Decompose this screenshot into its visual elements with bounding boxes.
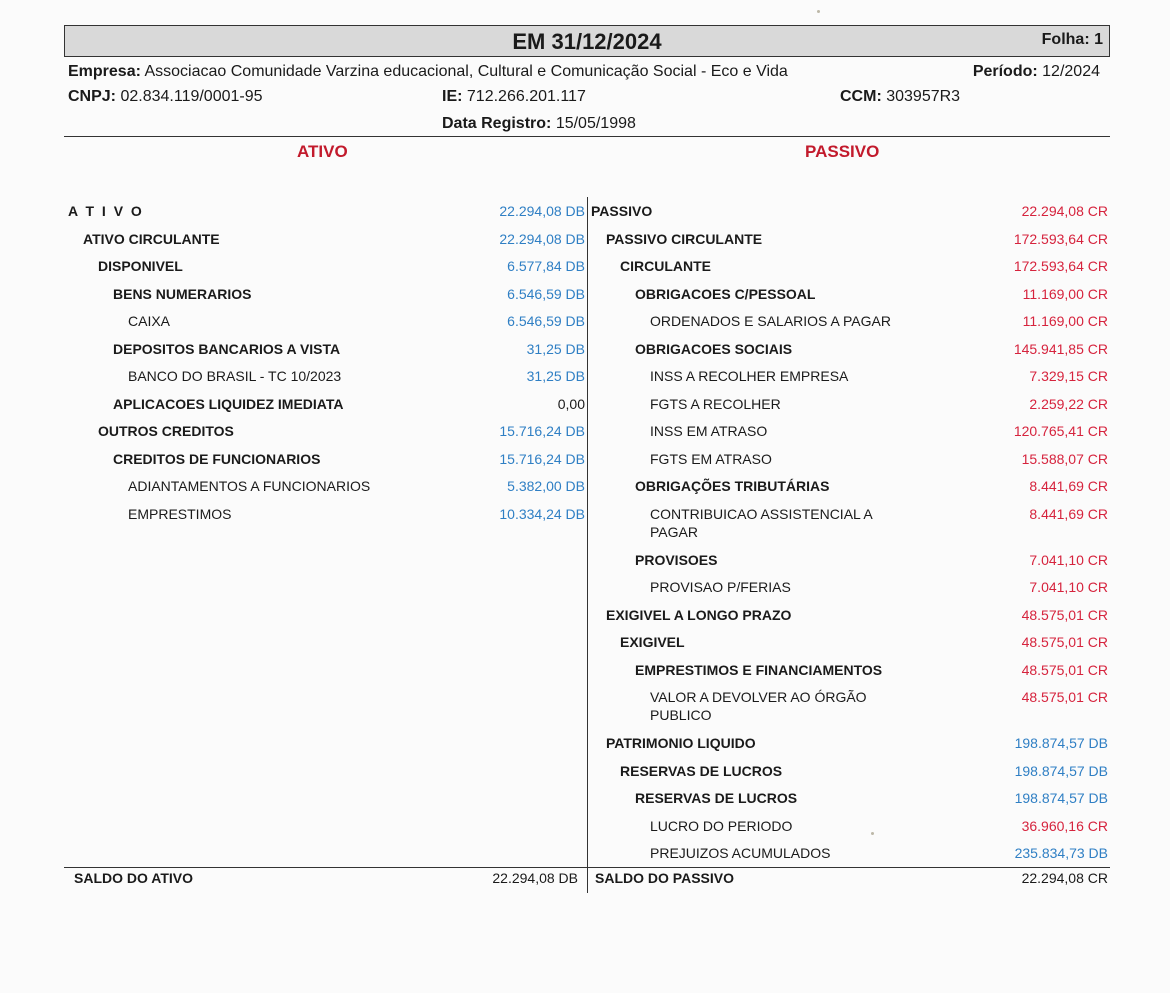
ativo-row-value: 6.546,59 DB bbox=[507, 313, 585, 329]
ativo-row-label: CAIXA bbox=[128, 313, 171, 329]
passivo-row-label: CIRCULANTE bbox=[620, 258, 711, 274]
paper-speck bbox=[817, 10, 820, 13]
ativo-row-label: BANCO DO BRASIL - TC 10/2023 bbox=[128, 368, 342, 384]
ie-value: 712.266.201.117 bbox=[466, 88, 586, 105]
passivo-row-value: 172.593,64 CR bbox=[1013, 258, 1108, 274]
cnpj-label: CNPJ: bbox=[68, 88, 117, 105]
periodo-label: Período: bbox=[972, 63, 1038, 80]
ativo-row-value: 15.716,24 DB bbox=[499, 423, 585, 439]
passivo-row-value: 198.874,57 DB bbox=[1014, 790, 1108, 806]
ativo-row-label: ADIANTAMENTOS A FUNCIONARIOS bbox=[128, 478, 371, 494]
title-bar bbox=[64, 25, 1110, 57]
header-divider bbox=[64, 136, 1110, 137]
passivo-row-value: 48.575,01 CR bbox=[1021, 606, 1108, 623]
passivo-row-label: PASSIVO bbox=[591, 203, 653, 219]
passivo-row-label: RESERVAS DE LUCROS bbox=[620, 762, 783, 779]
passivo-row-value: 172.593,64 CR bbox=[1013, 230, 1108, 247]
passivo-row-label: INSS EM ATRASO bbox=[650, 423, 768, 439]
passivo-row-value: 22.294,08 CR bbox=[1021, 203, 1108, 219]
ativo-row-value: 6.546,59 DB bbox=[507, 285, 585, 302]
ativo-row-label: DISPONIVEL bbox=[98, 258, 183, 274]
ccm-line bbox=[840, 88, 960, 106]
passivo-row-value: 7.041,10 CR bbox=[1029, 579, 1108, 595]
passivo-row-label: INSS A RECOLHER EMPRESA bbox=[650, 368, 849, 384]
passivo-row-label: PATRIMONIO LIQUIDO bbox=[606, 735, 756, 751]
footer-divider bbox=[64, 867, 1110, 868]
cnpj-line bbox=[68, 88, 263, 106]
ie-line bbox=[442, 88, 586, 106]
passivo-row-label: RESERVAS DE LUCROS bbox=[635, 790, 798, 806]
ativo-row-label: OUTROS CREDITOS bbox=[98, 423, 234, 439]
passivo-row-value: 2.259,22 CR bbox=[1029, 395, 1108, 412]
column-divider bbox=[587, 197, 588, 893]
passivo-row-value: 120.765,41 CR bbox=[1013, 423, 1108, 439]
passivo-row-label: VALOR A DEVOLVER AO ÓRGÃO PUBLICO bbox=[650, 689, 867, 723]
ie-label: IE: bbox=[442, 88, 463, 105]
ativo-row-value: 10.334,24 DB bbox=[499, 505, 585, 522]
passivo-row-value: 198.874,57 DB bbox=[1014, 735, 1108, 751]
ativo-section-title: ATIVO bbox=[297, 142, 348, 161]
passivo-row-label: OBRIGAÇÕES TRIBUTÁRIAS bbox=[635, 478, 830, 494]
empresa-label: Empresa: bbox=[68, 63, 141, 80]
passivo-row-label: EMPRESTIMOS E FINANCIAMENTOS bbox=[635, 661, 883, 678]
periodo-value: 12/2024 bbox=[1042, 63, 1100, 80]
saldo-passivo-label: SALDO DO PASSIVO bbox=[595, 870, 734, 886]
ativo-row-label: CREDITOS DE FUNCIONARIOS bbox=[113, 450, 321, 467]
ativo-row-value: 15.716,24 DB bbox=[499, 450, 585, 467]
passivo-row-value: 7.329,15 CR bbox=[1029, 368, 1108, 384]
passivo-section-title: PASSIVO bbox=[805, 142, 880, 161]
passivo-row-value: 15.588,07 CR bbox=[1021, 450, 1108, 467]
passivo-row-label: EXIGIVEL A LONGO PRAZO bbox=[606, 606, 792, 623]
passivo-row-value: 8.441,69 CR bbox=[1029, 505, 1108, 522]
ativo-row-value: 31,25 DB bbox=[526, 368, 585, 384]
ativo-row-value: 0,00 bbox=[557, 395, 585, 412]
passivo-row-label: OBRIGACOES C/PESSOAL bbox=[635, 285, 816, 302]
empresa-value: Associacao Comunidade Varzina educacional, Cultural e Comunicação Social - Eco e Vida bbox=[144, 63, 788, 80]
periodo-line bbox=[973, 63, 1100, 81]
passivo-row-label: EXIGIVEL bbox=[620, 634, 685, 650]
passivo-row-label: PREJUIZOS ACUMULADOS bbox=[650, 845, 831, 861]
empresa-line bbox=[68, 63, 788, 81]
passivo-row-value: 198.874,57 DB bbox=[1014, 762, 1108, 779]
passivo-row-label: ORDENADOS E SALARIOS A PAGAR bbox=[650, 313, 891, 329]
passivo-row-label: PROVISAO P/FERIAS bbox=[650, 579, 791, 595]
passivo-row-label: FGTS A RECOLHER bbox=[650, 395, 781, 412]
passivo-row-value: 7.041,10 CR bbox=[1029, 551, 1108, 568]
saldo-ativo-label: SALDO DO ATIVO bbox=[74, 870, 193, 886]
ccm-label: CCM: bbox=[840, 88, 882, 105]
ativo-row-label: ATIVO CIRCULANTE bbox=[83, 230, 220, 247]
passivo-row-value: 235.834,73 DB bbox=[1014, 845, 1108, 861]
passivo-row-value: 145.941,85 CR bbox=[1013, 340, 1108, 357]
ativo-row-value: 6.577,84 DB bbox=[507, 258, 585, 274]
passivo-row-value: 48.575,01 CR bbox=[1021, 634, 1108, 650]
passivo-row-value: 8.441,69 CR bbox=[1029, 478, 1108, 494]
passivo-row-label: FGTS EM ATRASO bbox=[650, 450, 772, 467]
passivo-row-label: LUCRO DO PERIODO bbox=[650, 817, 793, 834]
cnpj-value: 02.834.119/0001-95 bbox=[120, 88, 263, 105]
passivo-row-value: 48.575,01 CR bbox=[1021, 689, 1108, 705]
ativo-row-label: A T I V O bbox=[68, 203, 144, 219]
ativo-row-label: BENS NUMERARIOS bbox=[113, 285, 252, 302]
passivo-row-value: 11.169,00 CR bbox=[1022, 313, 1108, 329]
ativo-row-value: 22.294,08 DB bbox=[499, 230, 585, 247]
data-registro-label: Data Registro: bbox=[442, 115, 552, 132]
page-number: Folha: 1 bbox=[1041, 31, 1103, 48]
data-registro-line bbox=[442, 115, 636, 133]
passivo-row-value: 36.960,16 CR bbox=[1021, 817, 1108, 834]
passivo-row-label: PASSIVO CIRCULANTE bbox=[606, 230, 763, 247]
passivo-row-label: PROVISOES bbox=[635, 551, 718, 568]
report-title: EM 31/12/2024 bbox=[512, 29, 662, 54]
saldo-passivo-value: 22.294,08 CR bbox=[1021, 870, 1108, 886]
data-registro-value: 15/05/1998 bbox=[555, 115, 636, 132]
passivo-row-value: 48.575,01 CR bbox=[1021, 661, 1108, 678]
ativo-row-label: APLICACOES LIQUIDEZ IMEDIATA bbox=[113, 395, 344, 412]
ativo-row-label: EMPRESTIMOS bbox=[128, 505, 232, 522]
passivo-row-label: CONTRIBUICAO ASSISTENCIAL A PAGAR bbox=[650, 505, 873, 540]
balance-sheet bbox=[64, 24, 1110, 894]
passivo-row-value: 11.169,00 CR bbox=[1022, 285, 1108, 302]
saldo-ativo-value: 22.294,08 DB bbox=[492, 870, 578, 886]
ativo-row-value: 22.294,08 DB bbox=[499, 203, 585, 219]
ativo-row-value: 31,25 DB bbox=[526, 340, 585, 357]
paper-speck bbox=[871, 832, 874, 835]
ativo-row-value: 5.382,00 DB bbox=[507, 478, 585, 494]
passivo-row-label: OBRIGACOES SOCIAIS bbox=[635, 340, 793, 357]
ccm-value: 303957R3 bbox=[886, 88, 961, 105]
ativo-row-label: DEPOSITOS BANCARIOS A VISTA bbox=[113, 340, 341, 357]
